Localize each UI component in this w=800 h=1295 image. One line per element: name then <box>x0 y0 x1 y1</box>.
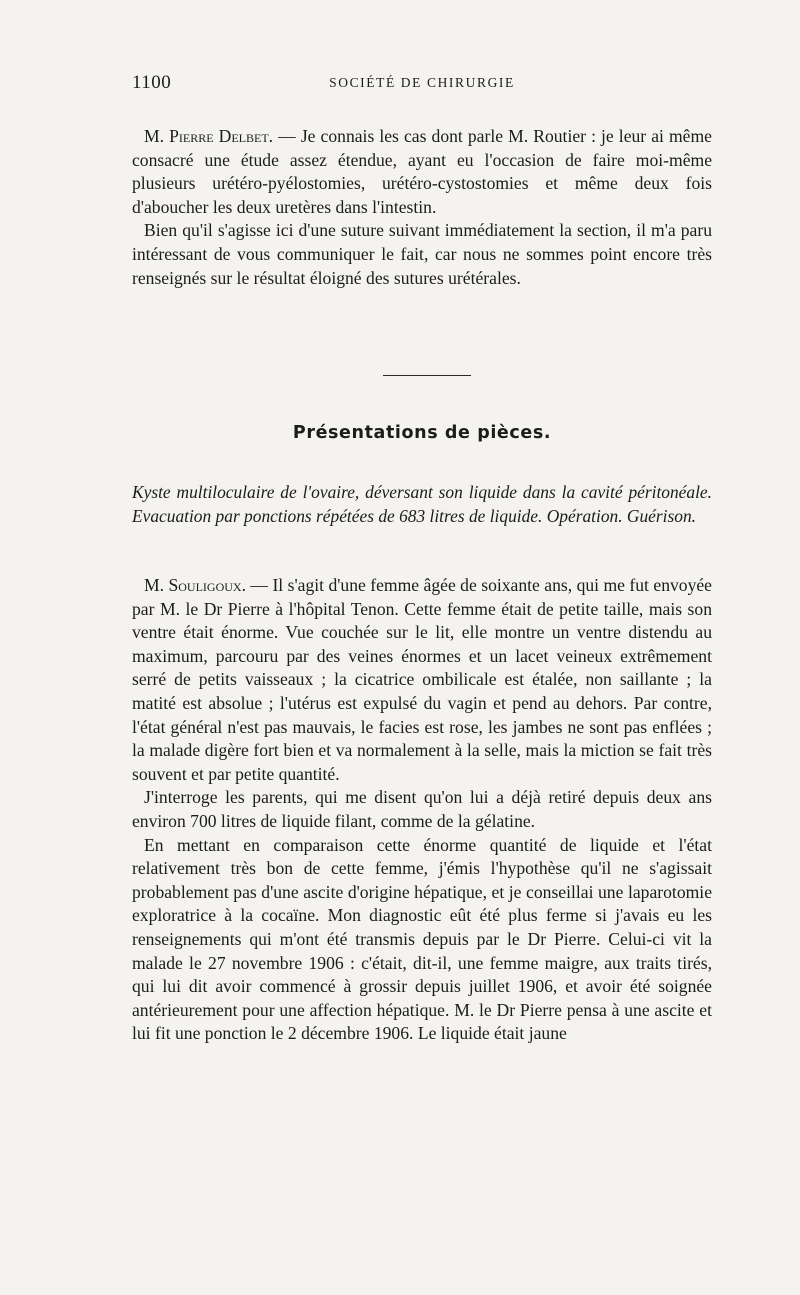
case-title <box>132 480 712 528</box>
paragraph: J'interroge les parents, qui me disent qu'on lui a déjà retiré depuis deux ans environ 700 litres de liquide filant, comme de la gélatine. <box>132 787 712 831</box>
case-report-block <box>132 574 712 1046</box>
discussion-block <box>132 125 712 290</box>
paragraph <box>132 574 712 786</box>
section-separator <box>383 375 471 376</box>
case-title-text: Kyste multiloculaire de l'ovaire, déversant son liquide dans la cavité péritonéale. Evacuation par ponctions répétées de 683 litres de liquide. Opération. Guérison. <box>132 482 712 526</box>
page-number: 1100 <box>132 72 172 93</box>
section-heading: Présentations de pièces. <box>292 423 552 443</box>
paragraph-text: . — Je connais les cas dont parle M. Routier : je leur ai même consacré une étude assez étendue, ayant eu l'occasion de faire moi-même plusieurs urétéro-pyélostomies, urétéro-cystostomies et même deux fois d'aboucher les deux uretères dans l'intestin. <box>132 126 712 217</box>
paragraph-text: . — Il s'agit d'une femme âgée de soixante ans, qui me fut envoyée par M. le Dr Pierre à l'hôpital Tenon. Cette femme était de petite taille, mais son ventre était énorme. Vue couchée sur le lit, elle montre un ventre distendu au maximum, parcouru par des veines énormes et un lacet veineux extrêmement serré de petits vaisseaux ; la cicatrice ombilicale est étalée, non saillante ; la matité est absolue ; l'utérus est expulsé du vagin et pend au dehors. Par contre, l'état général n'est pas mauvais, le facies est rose, les jambes ne sont pas enflées ; la malade digère fort bien et va normalement à la selle, mais la miction se fait très souvent et par petite quantité. <box>132 575 712 784</box>
paragraph: Bien qu'il s'agisse ici d'une suture suivant immédiatement la section, il m'a paru intéressant de vous communiquer le fait, car nous ne sommes point encore très renseignés sur le résultat éloigné des sutures urétérales. <box>132 220 712 288</box>
paragraph: En mettant en comparaison cette énorme quantité de liquide et l'état relativement très bon de cette femme, j'émis l'hypothèse qu'il ne s'agissait probablement pas d'une ascite d'origine hépatique, et je conseillai une laparotomie exploratrice à la cocaïne. Mon diagnostic eût été plus ferme si j'avais eu les renseignements qui m'ont été transmis depuis par le Dr Pierre. Celui-ci vit la malade le 27 novembre 1906 : c'était, dit-il, une femme maigre, aux traits tirés, qui lui dit avoir commencé à grossir depuis juillet 1906, et avoir été soignée antérieurement pour une affection hépatique. M. le Dr Pierre pensa à une ascite et lui fit une ponction le 2 décembre 1906. Le liquide était jaune <box>132 834 712 1044</box>
speaker-name: M. Souligoux <box>144 575 242 595</box>
running-head <box>132 72 712 96</box>
speaker-name: M. Pierre Delbet <box>144 126 269 146</box>
running-title: SOCIÉTÉ DE CHIRURGIE <box>329 75 515 90</box>
paragraph <box>132 125 712 219</box>
